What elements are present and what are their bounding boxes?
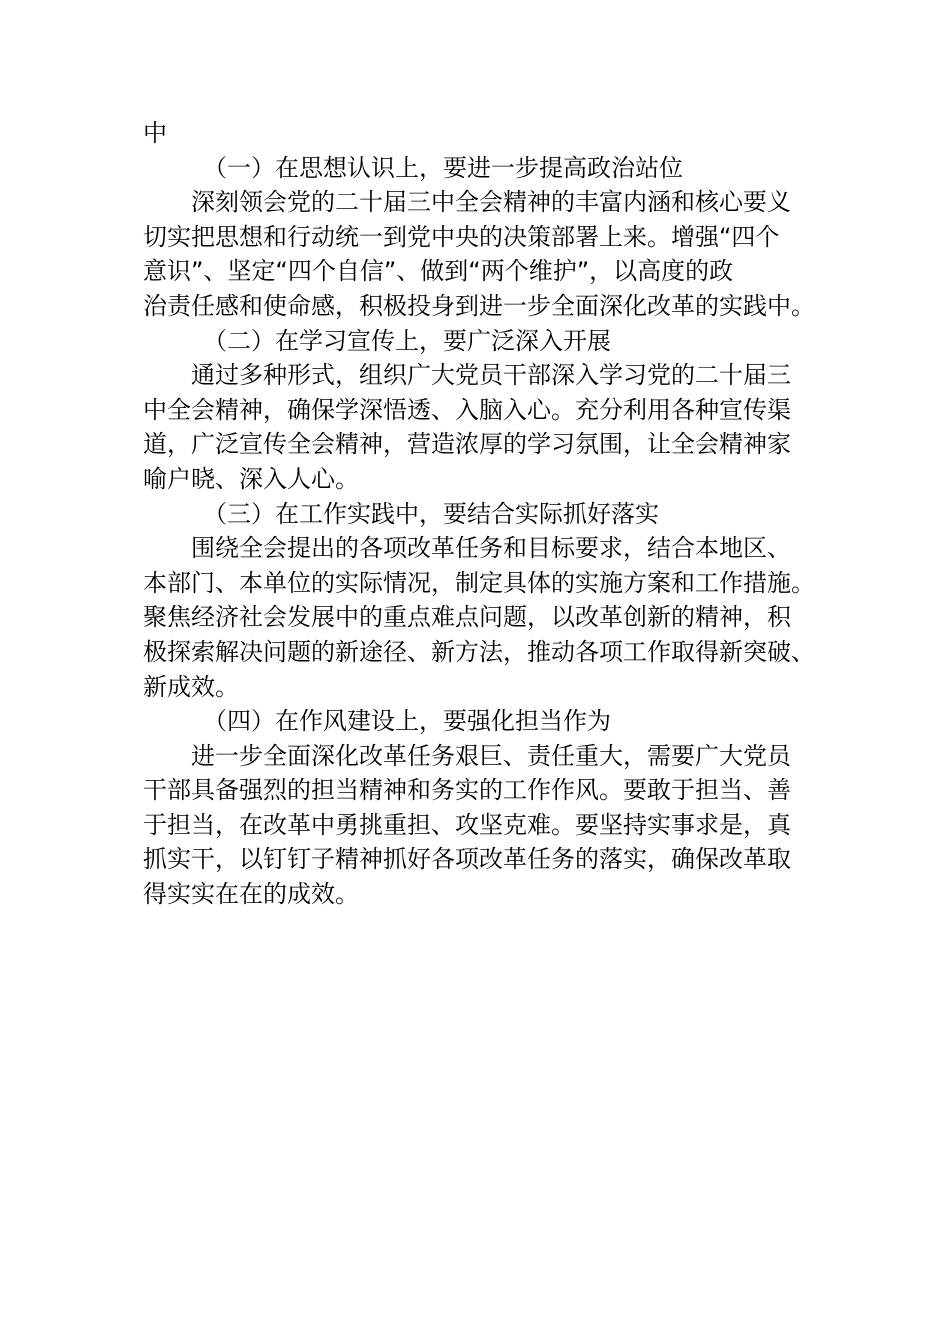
text-line: 抓实干，以钉钉子精神抓好各项改革任务的落实，确保改革取 (143, 845, 791, 874)
text-line: 于担当，在改革中勇挑重担、攻坚克难。要坚持实事求是，真 (143, 810, 791, 839)
text-line: 道，广泛宣传全会精神，营造浓厚的学习氛围，让全会精神家 (143, 430, 791, 459)
text-line: 极探索解决问题的新途径、新方法，推动各项工作取得新突破、 (143, 637, 815, 666)
text-line: 治责任感和使命感，积极投身到进一步全面深化改革的实践中。 (143, 291, 815, 320)
section-heading-3: （三）在工作实践中，要结合实际抓好落实 (203, 499, 659, 528)
text-line: 通过多种形式，组织广大党员干部深入学习党的二十届三 (191, 361, 791, 390)
text-line: 中 (143, 119, 167, 147)
text-line: 新成效。 (143, 672, 239, 701)
text-line: 喻户晓、深入人心。 (143, 464, 359, 493)
section-heading-4: （四）在作风建设上，要强化担当作为 (203, 707, 611, 736)
section-heading-2: （二）在学习宣传上，要广泛深入开展 (203, 326, 611, 355)
text-line: 干部具备强烈的担当精神和务实的工作作风。要敢于担当、善 (143, 776, 791, 805)
text-line: 切实把思想和行动统一到党中央的决策部署上来。增强“四个 (143, 222, 780, 251)
document-body (143, 116, 833, 912)
text-line: 意识”、坚定“四个自信”、做到“两个维护”，以高度的政 (143, 257, 734, 286)
text-line: 中全会精神，确保学深悟透、入脑入心。充分利用各种宣传渠 (143, 395, 791, 424)
text-line: 围绕全会提出的各项改革任务和目标要求，结合本地区、 (191, 534, 791, 563)
text-line: 得实实在在的成效。 (143, 880, 359, 909)
text-line: 深刻领会党的二十届三中全会精神的丰富内涵和核心要义 (191, 188, 791, 217)
text-line: 本部门、本单位的实际情况，制定具体的实施方案和工作措施。 (143, 568, 815, 597)
section-heading-1: （一）在思想认识上，要进一步提高政治站位 (203, 153, 683, 182)
text-line: 进一步全面深化改革任务艰巨、责任重大，需要广大党员 (191, 741, 791, 770)
text-line: 聚焦经济社会发展中的重点难点问题，以改革创新的精神，积 (143, 603, 791, 632)
